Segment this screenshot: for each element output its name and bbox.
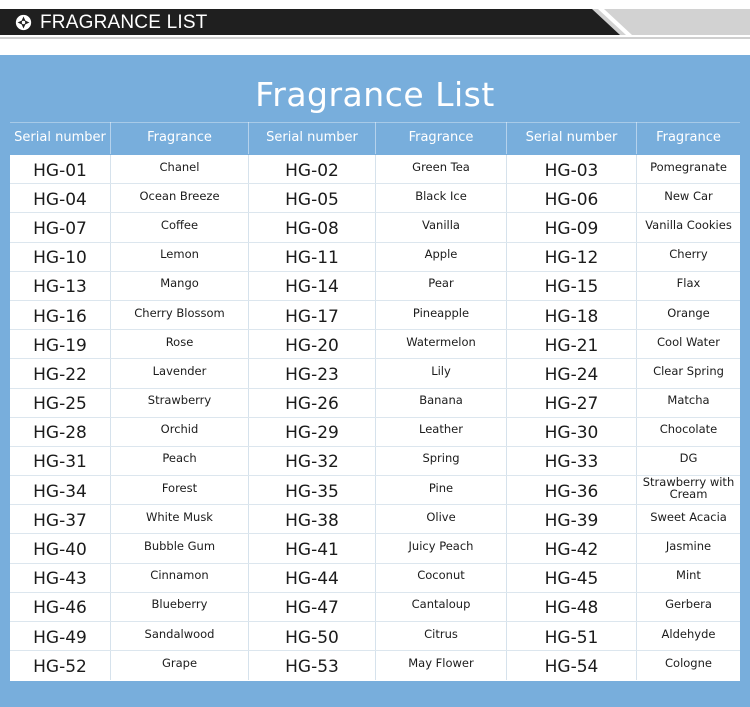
table-row <box>10 622 740 651</box>
table-row <box>10 301 740 330</box>
serial-number-cell: HG-07 <box>10 213 111 241</box>
fragrance-cell: Sandalwood <box>111 622 249 650</box>
serial-number-cell: HG-40 <box>10 534 111 562</box>
fragrance-cell: New Car <box>664 188 713 203</box>
table-row <box>10 534 740 563</box>
fragrance-cell: May Flower <box>376 651 507 680</box>
fragrance-cell: Banana <box>376 389 507 417</box>
serial-number-cell: HG-16 <box>10 301 111 329</box>
serial-number-cell: HG-45 <box>507 564 637 592</box>
fragrance-cell: Rose <box>111 330 249 358</box>
fragrance-cell: Clear Spring <box>653 363 724 378</box>
fragrance-cell: Cantaloup <box>376 593 507 621</box>
serial-number-cell: HG-12 <box>507 243 637 271</box>
serial-number-cell: HG-22 <box>10 359 111 387</box>
serial-number-cell: HG-02 <box>249 155 376 183</box>
serial-number-cell: HG-27 <box>507 389 637 417</box>
page-header <box>0 0 750 46</box>
fragrance-cell: Pine <box>376 476 507 504</box>
fragrance-cell: Cologne <box>665 656 712 671</box>
fragrance-cell: Lemon <box>111 243 249 271</box>
table-row <box>10 418 740 447</box>
fragrance-cell: Sweet Acacia <box>650 509 727 524</box>
serial-number-cell: HG-53 <box>249 651 376 680</box>
panel-title: Fragrance List <box>255 75 495 114</box>
serial-number-cell: HG-21 <box>507 330 637 358</box>
fragrance-cell: Cinnamon <box>111 564 249 592</box>
serial-number-cell: HG-52 <box>10 651 111 680</box>
fragrance-cell: Leather <box>376 418 507 446</box>
fragrance-cell: Jasmine <box>665 539 712 554</box>
table-row <box>10 476 740 505</box>
fragrance-cell: Pear <box>376 272 507 300</box>
table-row <box>10 330 740 359</box>
table-row <box>10 564 740 593</box>
fragrance-cell: Olive <box>376 505 507 533</box>
column-header-serial-3: Serial number <box>507 122 637 154</box>
fragrance-cell: Cherry <box>669 247 708 262</box>
serial-number-cell: HG-39 <box>507 505 637 533</box>
serial-number-cell: HG-47 <box>249 593 376 621</box>
serial-number-cell: HG-01 <box>10 155 111 183</box>
serial-number-cell: HG-32 <box>249 447 376 475</box>
serial-number-cell: HG-43 <box>10 564 111 592</box>
fragrance-cell: Blueberry <box>111 593 249 621</box>
serial-number-cell: HG-42 <box>507 534 637 562</box>
fragrance-panel <box>0 55 750 707</box>
serial-number-cell: HG-06 <box>507 184 637 212</box>
fragrance-cell: Cherry Blossom <box>111 301 249 329</box>
column-header-serial-1: Serial number <box>10 122 111 154</box>
fragrance-cell: Mango <box>111 272 249 300</box>
fragrance-cell: Grape <box>111 651 249 680</box>
serial-number-cell: HG-14 <box>249 272 376 300</box>
fragrance-cell: Ocean Breeze <box>111 184 249 212</box>
serial-number-cell: HG-28 <box>10 418 111 446</box>
fragrance-cell: Spring <box>376 447 507 475</box>
serial-number-cell: HG-50 <box>249 622 376 650</box>
serial-number-cell: HG-13 <box>10 272 111 300</box>
fragrance-cell: White Musk <box>111 505 249 533</box>
table-row <box>10 389 740 418</box>
serial-number-cell: HG-05 <box>249 184 376 212</box>
fragrance-cell: Orange <box>667 305 710 320</box>
column-header-fragrance-3: Fragrance <box>656 130 721 145</box>
serial-number-cell: HG-49 <box>10 622 111 650</box>
serial-number-cell: HG-24 <box>507 359 637 387</box>
serial-number-cell: HG-11 <box>249 243 376 271</box>
fragrance-cell: Cool Water <box>657 334 720 349</box>
table-row <box>10 651 740 680</box>
fragrance-cell: Lily <box>376 359 507 387</box>
fragrance-cell: Strawberry with Cream <box>642 474 735 501</box>
table-row <box>10 243 740 272</box>
fragrance-cell: Pomegranate <box>650 159 727 174</box>
aperture-icon <box>15 14 32 31</box>
serial-number-cell: HG-20 <box>249 330 376 358</box>
serial-number-cell: HG-36 <box>507 476 637 504</box>
table-row <box>10 447 740 476</box>
fragrance-cell: Gerbera <box>665 597 712 612</box>
serial-number-cell: HG-30 <box>507 418 637 446</box>
serial-number-cell: HG-17 <box>249 301 376 329</box>
table-row <box>10 155 740 184</box>
fragrance-cell: Black Ice <box>376 184 507 212</box>
fragrance-cell: Vanilla Cookies <box>645 217 732 232</box>
serial-number-cell: HG-31 <box>10 447 111 475</box>
fragrance-cell: Peach <box>111 447 249 475</box>
table-row <box>10 593 740 622</box>
fragrance-cell: Watermelon <box>376 330 507 358</box>
fragrance-cell: Flax <box>676 276 701 291</box>
serial-number-cell: HG-26 <box>249 389 376 417</box>
fragrance-cell: Mint <box>676 568 701 583</box>
fragrance-cell: Forest <box>111 476 249 504</box>
table-row <box>10 213 740 242</box>
fragrance-cell: Aldehyde <box>661 626 716 641</box>
serial-number-cell: HG-54 <box>507 651 637 680</box>
table-row <box>10 272 740 301</box>
fragrance-cell: Chocolate <box>659 422 718 437</box>
serial-number-cell: HG-09 <box>507 213 637 241</box>
column-header-fragrance-1: Fragrance <box>111 122 249 154</box>
serial-number-cell: HG-41 <box>249 534 376 562</box>
serial-number-cell: HG-04 <box>10 184 111 212</box>
fragrance-table <box>10 155 740 681</box>
serial-number-cell: HG-51 <box>507 622 637 650</box>
table-row <box>10 505 740 534</box>
fragrance-cell: Apple <box>376 243 507 271</box>
fragrance-cell: Strawberry <box>111 389 249 417</box>
fragrance-cell: Chanel <box>111 155 249 183</box>
serial-number-cell: HG-19 <box>10 330 111 358</box>
table-header <box>10 122 740 154</box>
fragrance-cell: Pineapple <box>376 301 507 329</box>
serial-number-cell: HG-18 <box>507 301 637 329</box>
serial-number-cell: HG-15 <box>507 272 637 300</box>
serial-number-cell: HG-08 <box>249 213 376 241</box>
serial-number-cell: HG-35 <box>249 476 376 504</box>
serial-number-cell: HG-37 <box>10 505 111 533</box>
serial-number-cell: HG-03 <box>507 155 637 183</box>
fragrance-cell: Orchid <box>111 418 249 446</box>
serial-number-cell: HG-44 <box>249 564 376 592</box>
serial-number-cell: HG-34 <box>10 476 111 504</box>
fragrance-cell: Vanilla <box>376 213 507 241</box>
serial-number-cell: HG-33 <box>507 447 637 475</box>
column-header-serial-2: Serial number <box>249 122 376 154</box>
fragrance-cell: Coconut <box>376 564 507 592</box>
serial-number-cell: HG-23 <box>249 359 376 387</box>
fragrance-cell: Green Tea <box>376 155 507 183</box>
fragrance-cell: Lavender <box>111 359 249 387</box>
serial-number-cell: HG-46 <box>10 593 111 621</box>
serial-number-cell: HG-10 <box>10 243 111 271</box>
serial-number-cell: HG-29 <box>249 418 376 446</box>
table-row <box>10 359 740 388</box>
fragrance-cell: Bubble Gum <box>111 534 249 562</box>
fragrance-cell: Citrus <box>376 622 507 650</box>
table-row <box>10 184 740 213</box>
header-title: FRAGRANCE LIST <box>40 12 208 33</box>
fragrance-cell: DG <box>679 451 698 466</box>
serial-number-cell: HG-38 <box>249 505 376 533</box>
column-header-fragrance-2: Fragrance <box>376 122 507 154</box>
fragrance-cell: Coffee <box>111 213 249 241</box>
header-divider <box>0 37 750 39</box>
serial-number-cell: HG-25 <box>10 389 111 417</box>
fragrance-cell: Matcha <box>667 393 710 408</box>
serial-number-cell: HG-48 <box>507 593 637 621</box>
fragrance-cell: Juicy Peach <box>376 534 507 562</box>
